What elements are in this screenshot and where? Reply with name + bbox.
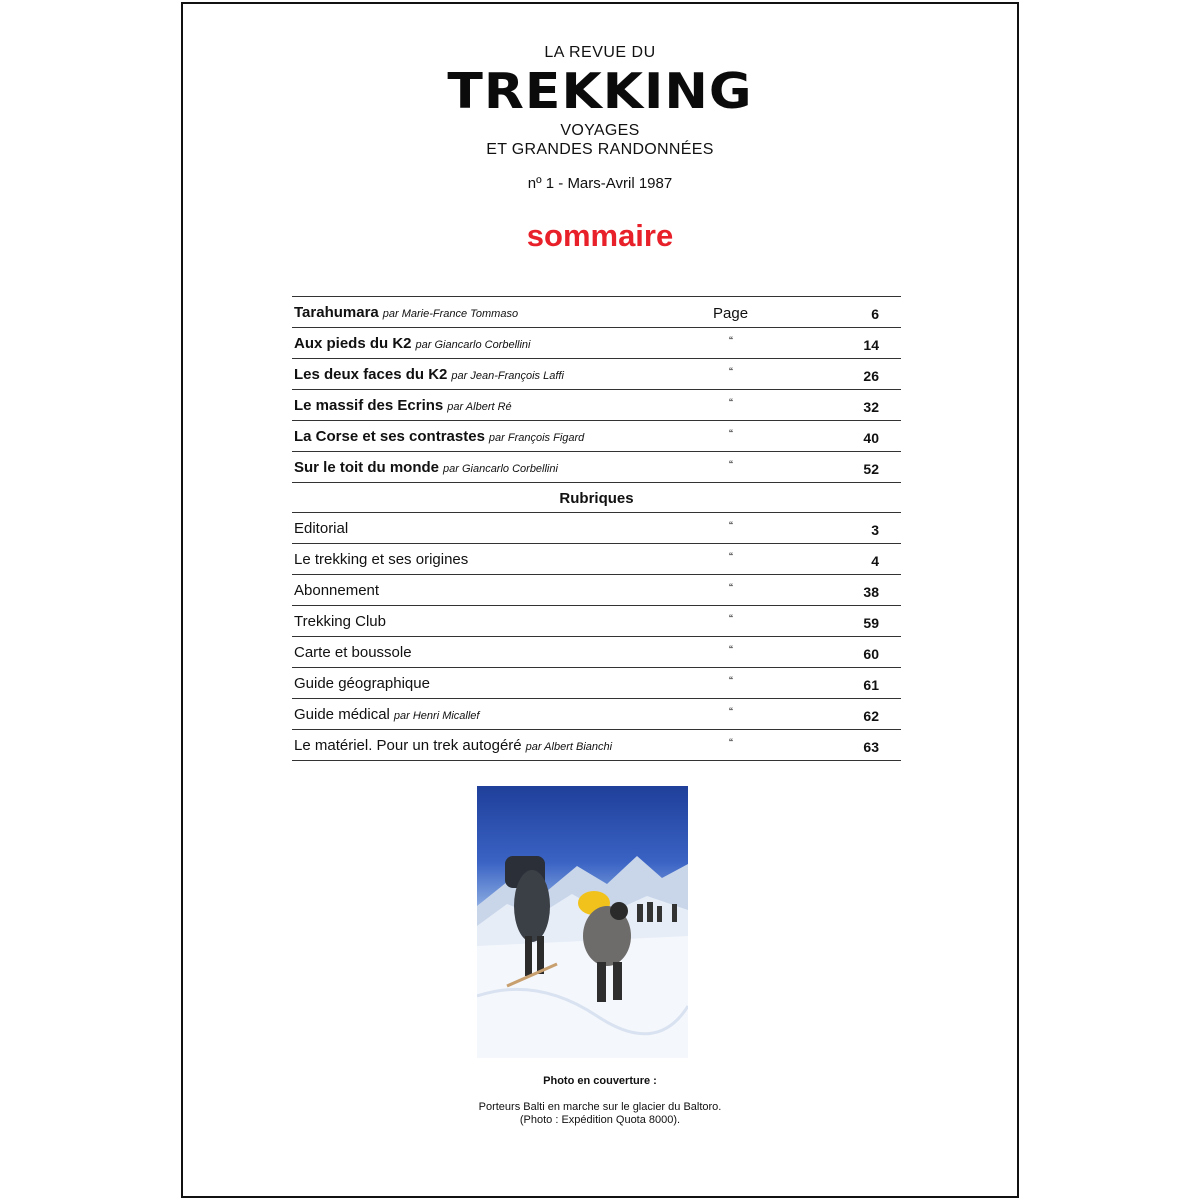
toc-page-number: 6 [871, 306, 879, 322]
toc-page-number: 61 [863, 677, 879, 693]
toc-author: par Henri Micallef [393, 710, 480, 722]
toc-ditto-mark: “ [729, 705, 733, 719]
toc-author: par Albert Ré [447, 401, 512, 413]
toc-page-number: 59 [863, 615, 879, 631]
toc-row [292, 729, 901, 761]
magazine-subtitle-line2: ET GRANDES RANDONNÉES [486, 141, 714, 158]
toc-ditto-mark: “ [729, 519, 733, 533]
toc-row [292, 512, 901, 543]
toc-ditto-mark: “ [729, 334, 733, 348]
toc-title: Editorial [294, 520, 349, 537]
toc-ditto-mark: “ [729, 736, 733, 750]
toc-title: Le massif des Ecrins par Albert Ré [294, 397, 512, 414]
toc-row [292, 327, 901, 358]
toc-ditto-mark: “ [729, 612, 733, 626]
toc-author: par Albert Bianchi [525, 741, 613, 753]
issue-info: nº 1 - Mars-Avril 1987 [527, 175, 673, 192]
toc-row [292, 420, 901, 451]
toc-title: Trekking Club [294, 613, 386, 630]
toc-row [292, 667, 901, 698]
toc-row [292, 543, 901, 574]
toc-author: par Giancarlo Corbellini [443, 463, 558, 475]
cover-caption-title: Photo en couverture : [543, 1075, 657, 1087]
toc-ditto-mark: “ [729, 458, 733, 472]
toc-row [292, 358, 901, 389]
toc-page-number: 32 [863, 399, 879, 415]
toc-author: par Giancarlo Corbellini [415, 339, 531, 351]
toc-title: Les deux faces du K2 par Jean-François Laffi [294, 366, 564, 383]
toc-row [292, 636, 901, 667]
magazine-subtitle-line1: VOYAGES [560, 122, 640, 139]
toc-page-label: Page [713, 305, 749, 322]
toc-page-number: 40 [863, 430, 879, 446]
toc-title: Le trekking et ses origines [294, 551, 469, 568]
toc-ditto-mark: “ [729, 674, 733, 688]
toc-title: Sur le toit du monde par Giancarlo Corbellini [294, 459, 558, 476]
toc-row [292, 451, 901, 482]
toc-title: Guide géographique [294, 675, 430, 692]
toc-title: Abonnement [294, 582, 380, 599]
toc-title: La Corse et ses contrastes par François Figard [294, 428, 585, 445]
toc-ditto-mark: “ [729, 550, 733, 564]
toc-page-number: 26 [863, 368, 879, 384]
toc-title: Le matériel. Pour un trek autogéré par Albert Bianchi [294, 737, 613, 754]
toc-title: Guide médical par Henri Micallef [294, 706, 480, 723]
toc-ditto-mark: “ [729, 643, 733, 657]
toc-ditto-mark: “ [729, 396, 733, 410]
toc-page-number: 38 [863, 584, 879, 600]
magazine-kicker: LA REVUE DU [544, 44, 656, 61]
toc-page-number: 4 [871, 553, 879, 569]
cover-caption-line2: (Photo : Expédition Quota 8000). [519, 1114, 681, 1126]
toc-title: Aux pieds du K2 par Giancarlo Corbellini [294, 335, 531, 352]
toc-ditto-mark: “ [729, 365, 733, 379]
toc-page-number: 60 [863, 646, 879, 662]
magazine-masthead: TREKKING [447, 63, 753, 121]
cover-photo-illustration [477, 786, 688, 1058]
toc-ditto-mark: “ [729, 427, 733, 441]
toc-page-number: 14 [863, 337, 879, 353]
toc-row [292, 389, 901, 420]
toc-author: par Marie-France Tommaso [382, 308, 519, 320]
cover-photo [477, 786, 688, 1058]
toc-row [292, 296, 901, 327]
cover-caption-line1: Porteurs Balti en marche sur le glacier du Baltoro. [478, 1101, 722, 1113]
table-of-contents [292, 296, 901, 761]
toc-row [292, 574, 901, 605]
section-title: sommaire [526, 218, 674, 253]
toc-title: Tarahumara par Marie-France Tommaso [294, 304, 519, 321]
toc-row [292, 605, 901, 636]
toc-ditto-mark: “ [729, 581, 733, 595]
toc-page-number: 63 [863, 739, 879, 755]
rubriques-heading: Rubriques [292, 482, 901, 512]
toc-author: par François Figard [488, 432, 585, 444]
toc-page-number: 52 [863, 461, 879, 477]
toc-author: par Jean-François Laffi [451, 370, 564, 382]
toc-title: Carte et boussole [294, 644, 412, 661]
toc-page-number: 62 [863, 708, 879, 724]
toc-page-number: 3 [871, 522, 879, 538]
toc-row [292, 698, 901, 729]
